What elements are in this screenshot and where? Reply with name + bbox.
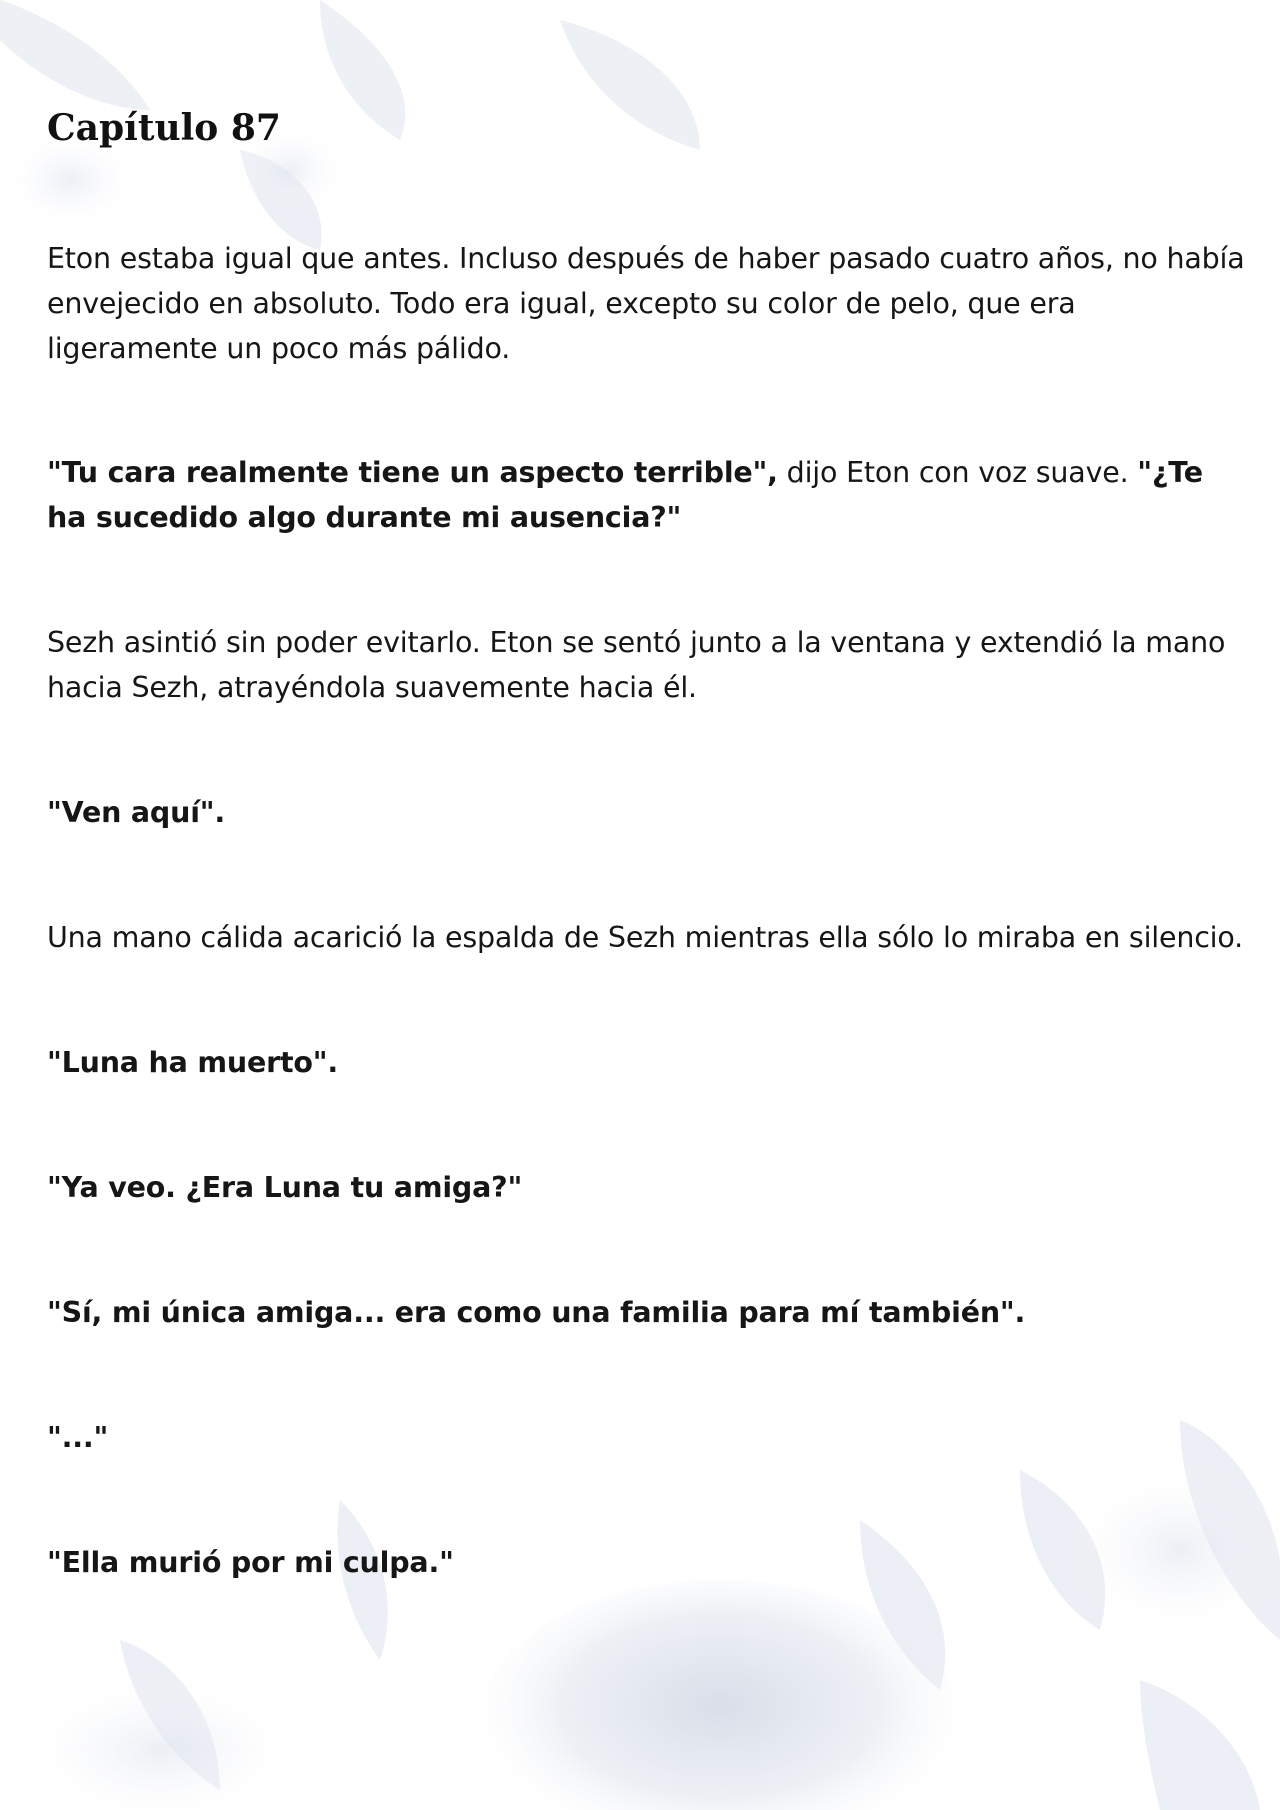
paragraph-5: Una mano cálida acarició la espalda de Sezh mientras ella sólo lo miraba en silencio. — [47, 921, 1243, 954]
paragraph-10: "Ella murió por mi culpa." — [47, 1546, 454, 1579]
paragraph-7: "Ya veo. ¿Era Luna tu amiga?" — [47, 1171, 523, 1204]
paragraph-6: "Luna ha muerto". — [47, 1046, 339, 1079]
paragraph-1: Eton estaba igual que antes. Incluso después de haber pasado cuatro años, no había envejecido en absoluto. Todo era igual, excepto su color de pelo, que era ligeramente un poco más pálido. — [47, 242, 1245, 365]
paragraph-3: Sezh asintió sin poder evitarlo. Eton se sentó junto a la ventana y extendió la mano hacia Sezh, atrayéndola suavemente hacia él. — [47, 626, 1226, 704]
narration-text: dijo Eton con voz suave. — [777, 456, 1138, 489]
blossom-bottom-left — [10, 1670, 310, 1810]
paragraph-4: "Ven aquí". — [47, 796, 226, 829]
paragraph-8: "Sí, mi única amiga... era como una familia para mí también". — [47, 1296, 1026, 1329]
dialogue-bold-1: "Tu cara realmente tiene un aspecto terrible", — [47, 456, 778, 489]
paragraph-2 — [47, 450, 1247, 540]
chapter-title: Capítulo 87 — [47, 107, 281, 149]
dialogue-bold-2: "¿Te ha sucedido algo durante mi ausencia?" — [47, 456, 1203, 534]
paragraph-9: "..." — [47, 1421, 109, 1454]
